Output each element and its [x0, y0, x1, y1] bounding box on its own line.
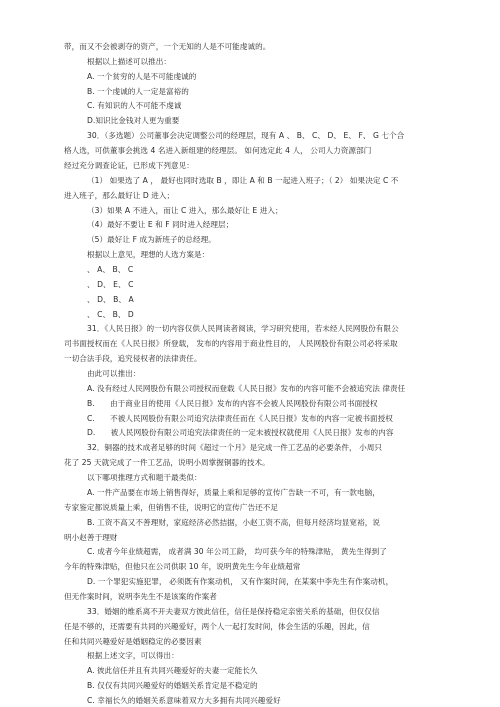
- text-line: C. 有知识的人不可能不虔诚: [87, 101, 182, 110]
- text-line: C. 成者今年业绩超需， 成者满 30 年公司工龄， 均可获今年的特殊津贴， 黄先生得到了: [87, 547, 387, 556]
- text-line: C. 幸福长久的婚姻关系意味着双方大多拥有共同兴趣爱好: [87, 696, 281, 705]
- text-line: 根据以上描述可以推出：: [87, 57, 172, 66]
- text-line: 明小赵善于理财: [64, 533, 118, 542]
- text-line: 专家鉴定都说质量上乘，但销售不佳，说明它的宣传广告还不足: [64, 503, 279, 512]
- text-line: 司书面授权而在《人民日报》所登载， 发布的内容用于商业性目的， 人民网股份有限公司必将采取: [64, 339, 398, 348]
- text-line: 、 D、 E、 C: [87, 280, 134, 289]
- text-line: 带，而又不会被剥夺的资产，一个无知的人是不可能虔诚的。: [64, 42, 271, 51]
- text-line: A. 一件产品要在市场上销售得好，质量上乘和足够的宣传广告缺一不可，有一款电脑，: [87, 488, 380, 497]
- text-line: A. 彼此信任并且有共同兴趣爱好的夫妻一定能长久: [87, 666, 258, 675]
- text-line: 今年的特殊津贴，但他只在公司供职 10 年，说明黄先生今年业绩超常: [64, 562, 301, 571]
- text-line: 、 D、 B、 A: [87, 295, 134, 304]
- text-line: A. 没有经过人民网股份有限公司授权而登载《人民日报》发布的内容可能不会被追究法 律责任: [87, 384, 406, 393]
- text-line: D. 一个罪犯实施犯罪， 必须既有作案动机， 又有作案时间，在某案中李先生有作案动机，: [87, 577, 394, 586]
- text-line: 由此可以推出：: [87, 369, 141, 378]
- text-line: 根据上述文字，可以得出：: [87, 651, 179, 660]
- text-line: 经过充分调查论证，已形成下列意见：: [64, 161, 194, 170]
- text-line: C. 不被人民网股份有限公司追究法律责任而在《人民日报》发布的内容一定被书面授权: [87, 414, 393, 423]
- text-line: A. 一个贫穷的人是不可能虔诚的: [87, 72, 197, 81]
- text-line: 任和共同兴趣爱好是婚姻稳定的必要因素: [64, 637, 202, 646]
- text-line: （1） 如果选了 A ， 最好也同时选取 B ，即让 A 和 B 一起进入班子；（ 2） 如果决定 C 不: [87, 176, 399, 185]
- text-line: 32．铜器的技术成者足够的时间《超过一个月》是完成一件工艺品的必要条件， 小周只: [87, 443, 383, 452]
- text-line: 、 A、 B、 C: [87, 265, 134, 274]
- text-line: 花了 25 天就完成了一件工艺品，说明小周掌握铜器的技术。: [64, 458, 270, 467]
- text-line: 进入班子，那么最好让 D 进入；: [64, 191, 175, 200]
- text-line: （5）最好让 F 成为新班子的总经理。: [87, 235, 216, 244]
- text-line: B. 工资不高又不善理财，家庭经济必然拮据，小赵工资不高，但每月经济均显宽裕，说: [87, 518, 381, 527]
- text-line: 任是不够的，还需要有共同的兴趣爱好，两个人一起打发时间，体会生活的乐趣，因此，信: [64, 622, 370, 631]
- text-line: （3）如果 A 不进入，而让 C 进入，那么最好让 E 进入；: [87, 206, 283, 215]
- text-line: B. 由于商业目的使用《人民日报》发布的内容不会被人民网股份有限公司书面授权: [87, 399, 378, 408]
- text-line: 但无作案时间，说明李先生不是该案的作案者: [64, 592, 217, 601]
- text-line: D. 被人民网股份有限公司追究法律责任的一定未被授权就使用《人民日报》发布的内容: [87, 428, 394, 437]
- text-line: 、 C、 B、 D: [87, 310, 134, 319]
- text-line: 根据以上意见，理想的人选方案是：: [87, 250, 210, 259]
- text-line: 33．婚姻的维系离不开夫妻双方彼此信任，信任是保持稳定亲密关系的基础，但仅仅信: [87, 607, 380, 616]
- text-line: 31．《人民日报》的一切内容仅供人民网读者阅读，学习研究使用，若未经人民网股份有限公: [87, 324, 399, 333]
- text-line: 30．（多选题）公司董事会决定调整公司的经理层，现有 A 、 B、 C、 D、 E、 F、 G 七个合: [87, 131, 405, 140]
- text-line: 一切合法手段，追究侵权者的法律责任。: [64, 354, 202, 363]
- text-line: B. 仅仅有共同兴趣爱好的婚姻关系肯定是不稳定的: [87, 681, 258, 690]
- text-line: 格人选，可供董事会挑选 4 名进入新组建的经理层。 如何选定此 4 人， 公司人力资源部门: [64, 146, 372, 155]
- text-line: （4）最好不要让 E 和 F 同时进入经理层；: [87, 220, 234, 229]
- text-line: 以下哪项推理方式和题干最类似：: [87, 473, 202, 482]
- text-line: B. 一个虔诚的人一定是富裕的: [87, 87, 189, 96]
- text-line: D.知识比金钱对人更为重要: [87, 116, 180, 125]
